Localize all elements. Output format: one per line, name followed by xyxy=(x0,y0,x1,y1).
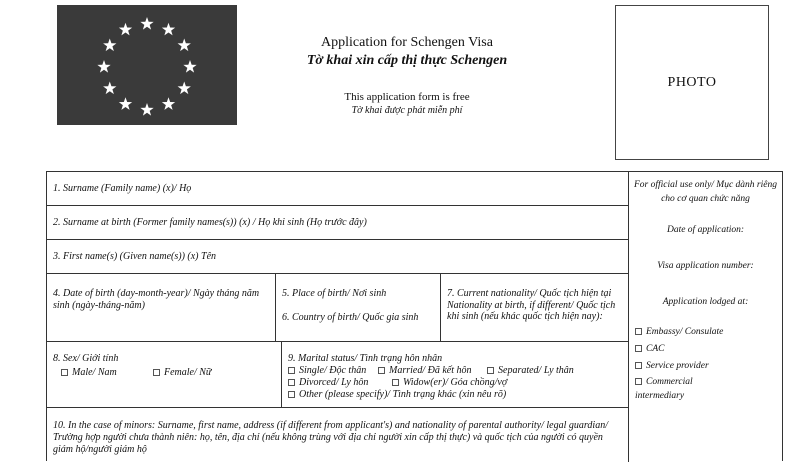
checkbox-icon[interactable] xyxy=(635,345,642,352)
checkbox-icon[interactable] xyxy=(635,362,642,369)
marital-single-option[interactable]: Single/ Độc thân xyxy=(288,365,366,377)
title-vietnamese: Tờ khai xin cấp thị thực Schengen xyxy=(306,53,508,68)
marital-widow-option[interactable]: Widow(er)/ Góa chồng/vợ xyxy=(392,377,507,389)
flag-star xyxy=(97,60,110,73)
photo-box xyxy=(615,5,769,160)
row-birth-details xyxy=(47,274,628,342)
lodged-options xyxy=(629,324,782,403)
flag-star xyxy=(178,82,191,95)
field-first-name-label: 3. First name(s) (Given name(s)) (x) Tên xyxy=(53,251,217,262)
flag-star xyxy=(103,39,116,52)
checkbox-icon[interactable] xyxy=(635,328,642,335)
marital-separated-option[interactable]: Separated/ Ly thân xyxy=(487,365,574,377)
flag-star xyxy=(119,23,132,36)
official-use-column xyxy=(628,172,782,462)
flag-star xyxy=(119,97,132,110)
field-marital-status xyxy=(281,342,628,407)
visa-application-number-label: Visa application number: xyxy=(657,261,754,271)
form-title-block xyxy=(250,34,564,117)
checkbox-icon[interactable] xyxy=(392,379,399,386)
marital-married-option[interactable]: Married/ Đã kết hôn xyxy=(378,365,472,377)
checkbox-icon[interactable] xyxy=(378,367,385,374)
field-marital-label: 9. Marital status/ Tình trạng hôn nhân xyxy=(288,353,443,364)
free-notice-english: This application form is free xyxy=(344,91,470,103)
field-minor-guardian[interactable] xyxy=(47,408,628,462)
flag-star xyxy=(140,17,153,30)
field-sex-label: 8. Sex/ Giới tính xyxy=(53,353,119,364)
field-place-country-birth xyxy=(275,274,440,341)
application-form xyxy=(46,171,783,461)
checkbox-icon[interactable] xyxy=(635,378,642,385)
title-english: Application for Schengen Visa xyxy=(321,35,493,50)
checkbox-icon[interactable] xyxy=(288,367,295,374)
field-surname-at-birth-label: 2. Surname at birth (Former family names(s)) (x) / Họ khi sinh (Họ trước đây) xyxy=(53,217,367,228)
checkbox-icon[interactable] xyxy=(288,379,295,386)
checkbox-icon[interactable] xyxy=(288,391,295,398)
checkbox-icon[interactable] xyxy=(153,369,160,376)
sex-female-option[interactable]: Female/ Nữ xyxy=(153,367,211,379)
sex-male-option[interactable]: Male/ Nam xyxy=(61,367,117,379)
flag-star xyxy=(103,82,116,95)
field-surname[interactable] xyxy=(47,172,628,206)
lodged-cac-option[interactable]: CAC xyxy=(629,341,782,358)
field-surname-label: 1. Surname (Family name) (x)/ Họ xyxy=(53,183,192,194)
lodged-service-provider-option[interactable]: Service provider xyxy=(629,358,782,375)
field-sex xyxy=(47,342,281,407)
official-use-heading: For official use only/ Mục dành riêng cho cơ quan chức năng xyxy=(633,180,777,204)
date-of-application-label: Date of application: xyxy=(666,225,745,235)
lodged-embassy-option[interactable]: Embassy/ Consulate xyxy=(629,324,782,341)
flag-star xyxy=(183,60,196,73)
field-surname-at-birth[interactable] xyxy=(47,206,628,240)
application-lodged-label: Application lodged at: xyxy=(662,297,749,307)
field-date-of-birth[interactable]: 4. Date of birth (day-month-year)/ Ngày tháng năm sinh (ngày-tháng-năm) xyxy=(53,288,260,311)
field-first-name[interactable] xyxy=(47,240,628,274)
free-notice-vietnamese: Tờ khai được phát miễn phí xyxy=(351,105,463,116)
marital-divorced-option[interactable]: Divorced/ Ly hôn xyxy=(288,377,368,389)
marital-other-option[interactable]: Other (please specify)/ Tình trạng khác (xin nêu rõ) xyxy=(288,389,506,401)
eu-flag xyxy=(57,5,237,125)
row-sex-marital xyxy=(47,342,628,408)
flag-star xyxy=(162,97,175,110)
field-country-of-birth[interactable]: 6. Country of birth/ Quốc gia sinh xyxy=(282,312,419,323)
flag-star xyxy=(140,103,153,116)
checkbox-icon[interactable] xyxy=(61,369,68,376)
field-place-of-birth[interactable]: 5. Place of birth/ Nơi sinh xyxy=(282,288,387,299)
eu-stars-icon xyxy=(57,5,237,125)
field-minor-guardian-label: 10. In the case of minors: Surname, first name, address (if different from applicant's) and nationality of parental authority/ legal guardian/ Trường hợp người chưa thành niên: họ, tên, địa chỉ (nếu không trùng với địa chỉ người xin cấp thị thực) và quốc tịch của người có quyền giám hộ/người giám hộ xyxy=(53,420,608,455)
lodged-commercial-option[interactable]: Commercial intermediary xyxy=(635,377,693,401)
flag-star xyxy=(162,23,175,36)
photo-label: PHOTO xyxy=(667,74,717,90)
field-nationality[interactable]: 7. Current nationality/ Quốc tịch hiện tại Nationality at birth, if different/ Quốc tịch khi sinh (nếu khác quốc tịch hiện nay): xyxy=(440,274,628,341)
flag-star xyxy=(178,39,191,52)
checkbox-icon[interactable] xyxy=(487,367,494,374)
